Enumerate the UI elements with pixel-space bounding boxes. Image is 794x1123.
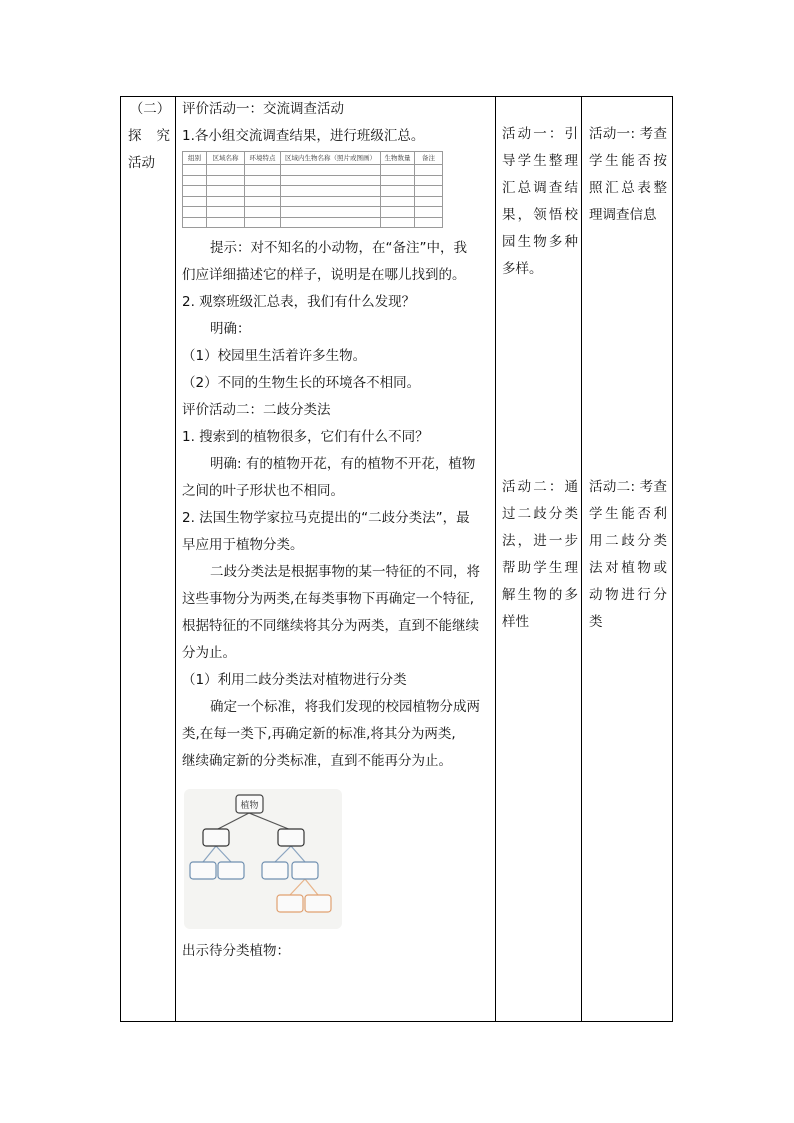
survey-row <box>183 217 443 228</box>
definition-text: 分为止。 <box>182 645 236 661</box>
assessment-line: 理调查信息 <box>589 207 657 223</box>
activity2-goal <box>502 474 578 636</box>
show-plants-text: 出示待分类植物： <box>182 943 290 959</box>
column-divider <box>581 96 582 1022</box>
goal-line: 解生物的多 <box>502 587 578 603</box>
assessment-line: 活动二: 考查 <box>589 479 667 495</box>
assessment-line: 活动一: 考查 <box>589 126 667 142</box>
goal-line: 活动二：通 <box>502 479 578 495</box>
diagram-node-level2 <box>218 862 244 879</box>
diagram-edge <box>290 879 305 895</box>
survey-header: 区域内生物名称（照片或图画） <box>281 152 381 165</box>
diagram-node-level1 <box>278 829 304 846</box>
answer-text: 之间的叶子形状也不相同。 <box>182 483 344 499</box>
survey-header: 备注 <box>415 152 443 165</box>
definition-text: 二歧分类法是根据事物的某一特征的不同，将 <box>210 564 480 580</box>
show-plants-cell <box>182 938 492 965</box>
diagram-node-level2 <box>292 862 318 879</box>
goal-line: 过二歧分类 <box>502 506 578 522</box>
diagram-edge <box>275 846 291 862</box>
assessment-line: 用二歧分类 <box>589 533 667 549</box>
section-number: （二） <box>129 101 171 117</box>
goal-line: 园生物多种 <box>502 234 578 250</box>
survey-row <box>183 175 443 186</box>
goal-line: 导学生整理 <box>502 153 578 169</box>
column-divider <box>495 96 496 1022</box>
diagram-node-level2 <box>190 862 216 879</box>
diagram-edge <box>203 846 216 862</box>
assessment-line: 学生能否按 <box>589 153 667 169</box>
question-text: 2. 法国生物学家拉马克提出的“二歧分类法”，最 <box>182 510 470 526</box>
main-content-cell <box>182 96 492 150</box>
step2-text: 2. 观察班级汇总表，我们有什么发现？ <box>182 294 416 310</box>
dichotomous-key-diagram <box>184 789 342 929</box>
activity1-goal <box>502 121 578 283</box>
survey-header: 环境特点 <box>245 152 281 165</box>
activity1-title: 评价活动一：交流调查活动 <box>182 101 344 117</box>
step1-text: 1.各小组交流调查结果，进行班级汇总。 <box>182 128 425 144</box>
method-text: 类,在每一类下,再确定新的标准,将其分为两类, <box>182 726 456 742</box>
diagram-root-label: 植物 <box>240 801 259 811</box>
definition-text: 根据特征的不同继续将其分为两类，直到不能继续 <box>182 618 479 634</box>
column-divider <box>175 96 176 1022</box>
activity1-assessment <box>589 121 667 229</box>
diagram-node-level3 <box>305 895 331 912</box>
diagram-edge <box>216 813 249 830</box>
survey-header: 区域名称 <box>207 152 245 165</box>
subsection-title: （1）利用二歧分类法对植物进行分类 <box>182 672 407 688</box>
section-title: 探 究 <box>128 128 170 144</box>
diagram-edge <box>291 846 305 862</box>
goal-line: 汇总调查结 <box>502 180 578 196</box>
section-label-cell <box>126 96 174 177</box>
goal-line: 果，领悟校 <box>502 207 578 223</box>
definition-text: 这些事物分为两类,在每类事物下再确定一个特征, <box>182 591 475 607</box>
assessment-line: 动物进行分 <box>589 587 667 603</box>
survey-row <box>183 165 443 176</box>
main-content-cell-2 <box>182 235 492 775</box>
assessment-line: 照汇总表整 <box>589 180 667 196</box>
goal-line: 样性 <box>502 614 529 630</box>
method-text: 继续确定新的分类标准，直到不能再分为止。 <box>182 753 452 769</box>
method-text: 确定一个标准，将我们发现的校园植物分成两 <box>210 699 480 715</box>
clarify-label: 明确： <box>210 321 251 337</box>
survey-header: 组别 <box>183 152 207 165</box>
diagram-svg <box>184 789 342 929</box>
section-title-2: 活动 <box>128 155 155 171</box>
answer-text: 明确: 有的植物开花，有的植物不开花，植物 <box>210 456 476 472</box>
finding-text: （1）校园里生活着许多生物。 <box>182 348 367 364</box>
activity2-assessment <box>589 474 667 636</box>
tip-text: 们应详细描述它的样子，说明是在哪儿找到的。 <box>182 267 466 283</box>
question-text: 1. 搜索到的植物很多，它们有什么不同？ <box>182 429 429 445</box>
assessment-line: 类 <box>589 614 603 630</box>
survey-row <box>183 196 443 207</box>
assessment-line: 法对植物或 <box>589 560 667 576</box>
survey-summary-table <box>182 151 443 228</box>
tip-text: 提示：对不知名的小动物，在“备注”中，我 <box>210 240 467 256</box>
survey-row <box>183 186 443 197</box>
diagram-edge <box>216 846 231 862</box>
diagram-node-level2 <box>262 862 288 879</box>
assessment-line: 学生能否利 <box>589 506 667 522</box>
finding-text: （2）不同的生物生长的环境各不相同。 <box>182 375 421 391</box>
goal-line: 法，进一步 <box>502 533 578 549</box>
survey-header: 生物数量 <box>381 152 415 165</box>
diagram-edge <box>249 813 291 830</box>
question-text: 早应用于植物分类。 <box>182 537 304 553</box>
goal-line: 活动一：引 <box>502 126 578 142</box>
survey-row <box>183 207 443 218</box>
goal-line: 多样。 <box>502 261 543 277</box>
goal-line: 帮助学生理 <box>502 560 578 576</box>
activity2-title: 评价活动二：二歧分类法 <box>182 402 331 418</box>
diagram-node-level3 <box>277 895 303 912</box>
diagram-edge <box>305 879 318 895</box>
diagram-node-level1 <box>203 829 229 846</box>
